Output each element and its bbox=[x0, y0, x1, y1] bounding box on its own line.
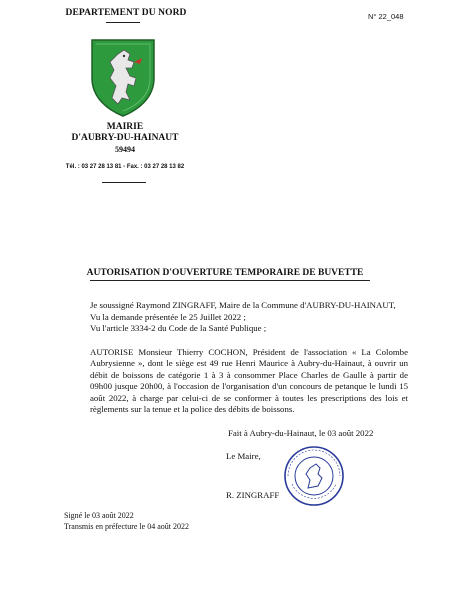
transmitted-date: Transmis en préfecture le 04 août 2022 bbox=[64, 522, 190, 531]
postal-code: 59494 bbox=[115, 145, 135, 154]
vu-demande: Vu la demande présentée le 25 Juillet 2022 ; bbox=[90, 311, 246, 322]
place-date: Fait à Aubry-du-Hainaut, le 03 août 2022 bbox=[228, 428, 374, 438]
official-stamp-icon bbox=[282, 444, 346, 508]
le-maire-label: Le Maire, bbox=[226, 451, 261, 461]
mairie-line1: MAIRIE bbox=[106, 122, 144, 132]
signed-date: Signé le 03 août 2022 bbox=[64, 511, 134, 520]
signatory-name: R. ZINGRAFF bbox=[226, 490, 280, 500]
signature-footer bbox=[64, 510, 189, 532]
contact-underline bbox=[102, 182, 146, 183]
authorization-paragraph: AUTORISE Monsieur Thierry COCHON, Président de l'association « La Colombe Aubrysienne », dont le siège est 49 rue Henri Maurice à Aubry-du-Hainaut, à ouvrir un débit de boissons de catégorie 1 à 3 à consommer Place Charles de Gaulle à partir de 09h00 jusque 20h00, à l'occasion de l'organisation d'un concours de petanque le lundi 15 août 2022, à charge par celui-ci de se conformer à toutes les prescriptions des lois et règlements sur la tenue et la police des débits de boissons. bbox=[90, 346, 408, 414]
department-underline bbox=[106, 22, 140, 23]
department-heading: DEPARTEMENT DU NORD bbox=[65, 8, 187, 18]
vu-article: Vu l'article 3334-2 du Code de la Santé Publique ; bbox=[90, 323, 267, 333]
title-underline bbox=[90, 280, 370, 281]
intro-paragraph: Je soussigné Raymond ZINGRAFF, Maire de la Commune d'AUBRY-DU-HAINAUT, bbox=[90, 300, 396, 310]
coat-of-arms-icon bbox=[88, 34, 158, 118]
mairie-name bbox=[60, 122, 190, 144]
mairie-line2: D'AUBRY-DU-HAINAUT bbox=[71, 133, 179, 143]
reference-number: N° 22_048 bbox=[368, 12, 404, 21]
contact-line: Tél. : 03 27 28 13 81 - Fax. : 03 27 28 13 82 bbox=[65, 164, 185, 170]
document-title: AUTORISATION D'OUVERTURE TEMPORAIRE DE BUVETTE bbox=[86, 268, 364, 278]
document-body bbox=[90, 300, 408, 416]
